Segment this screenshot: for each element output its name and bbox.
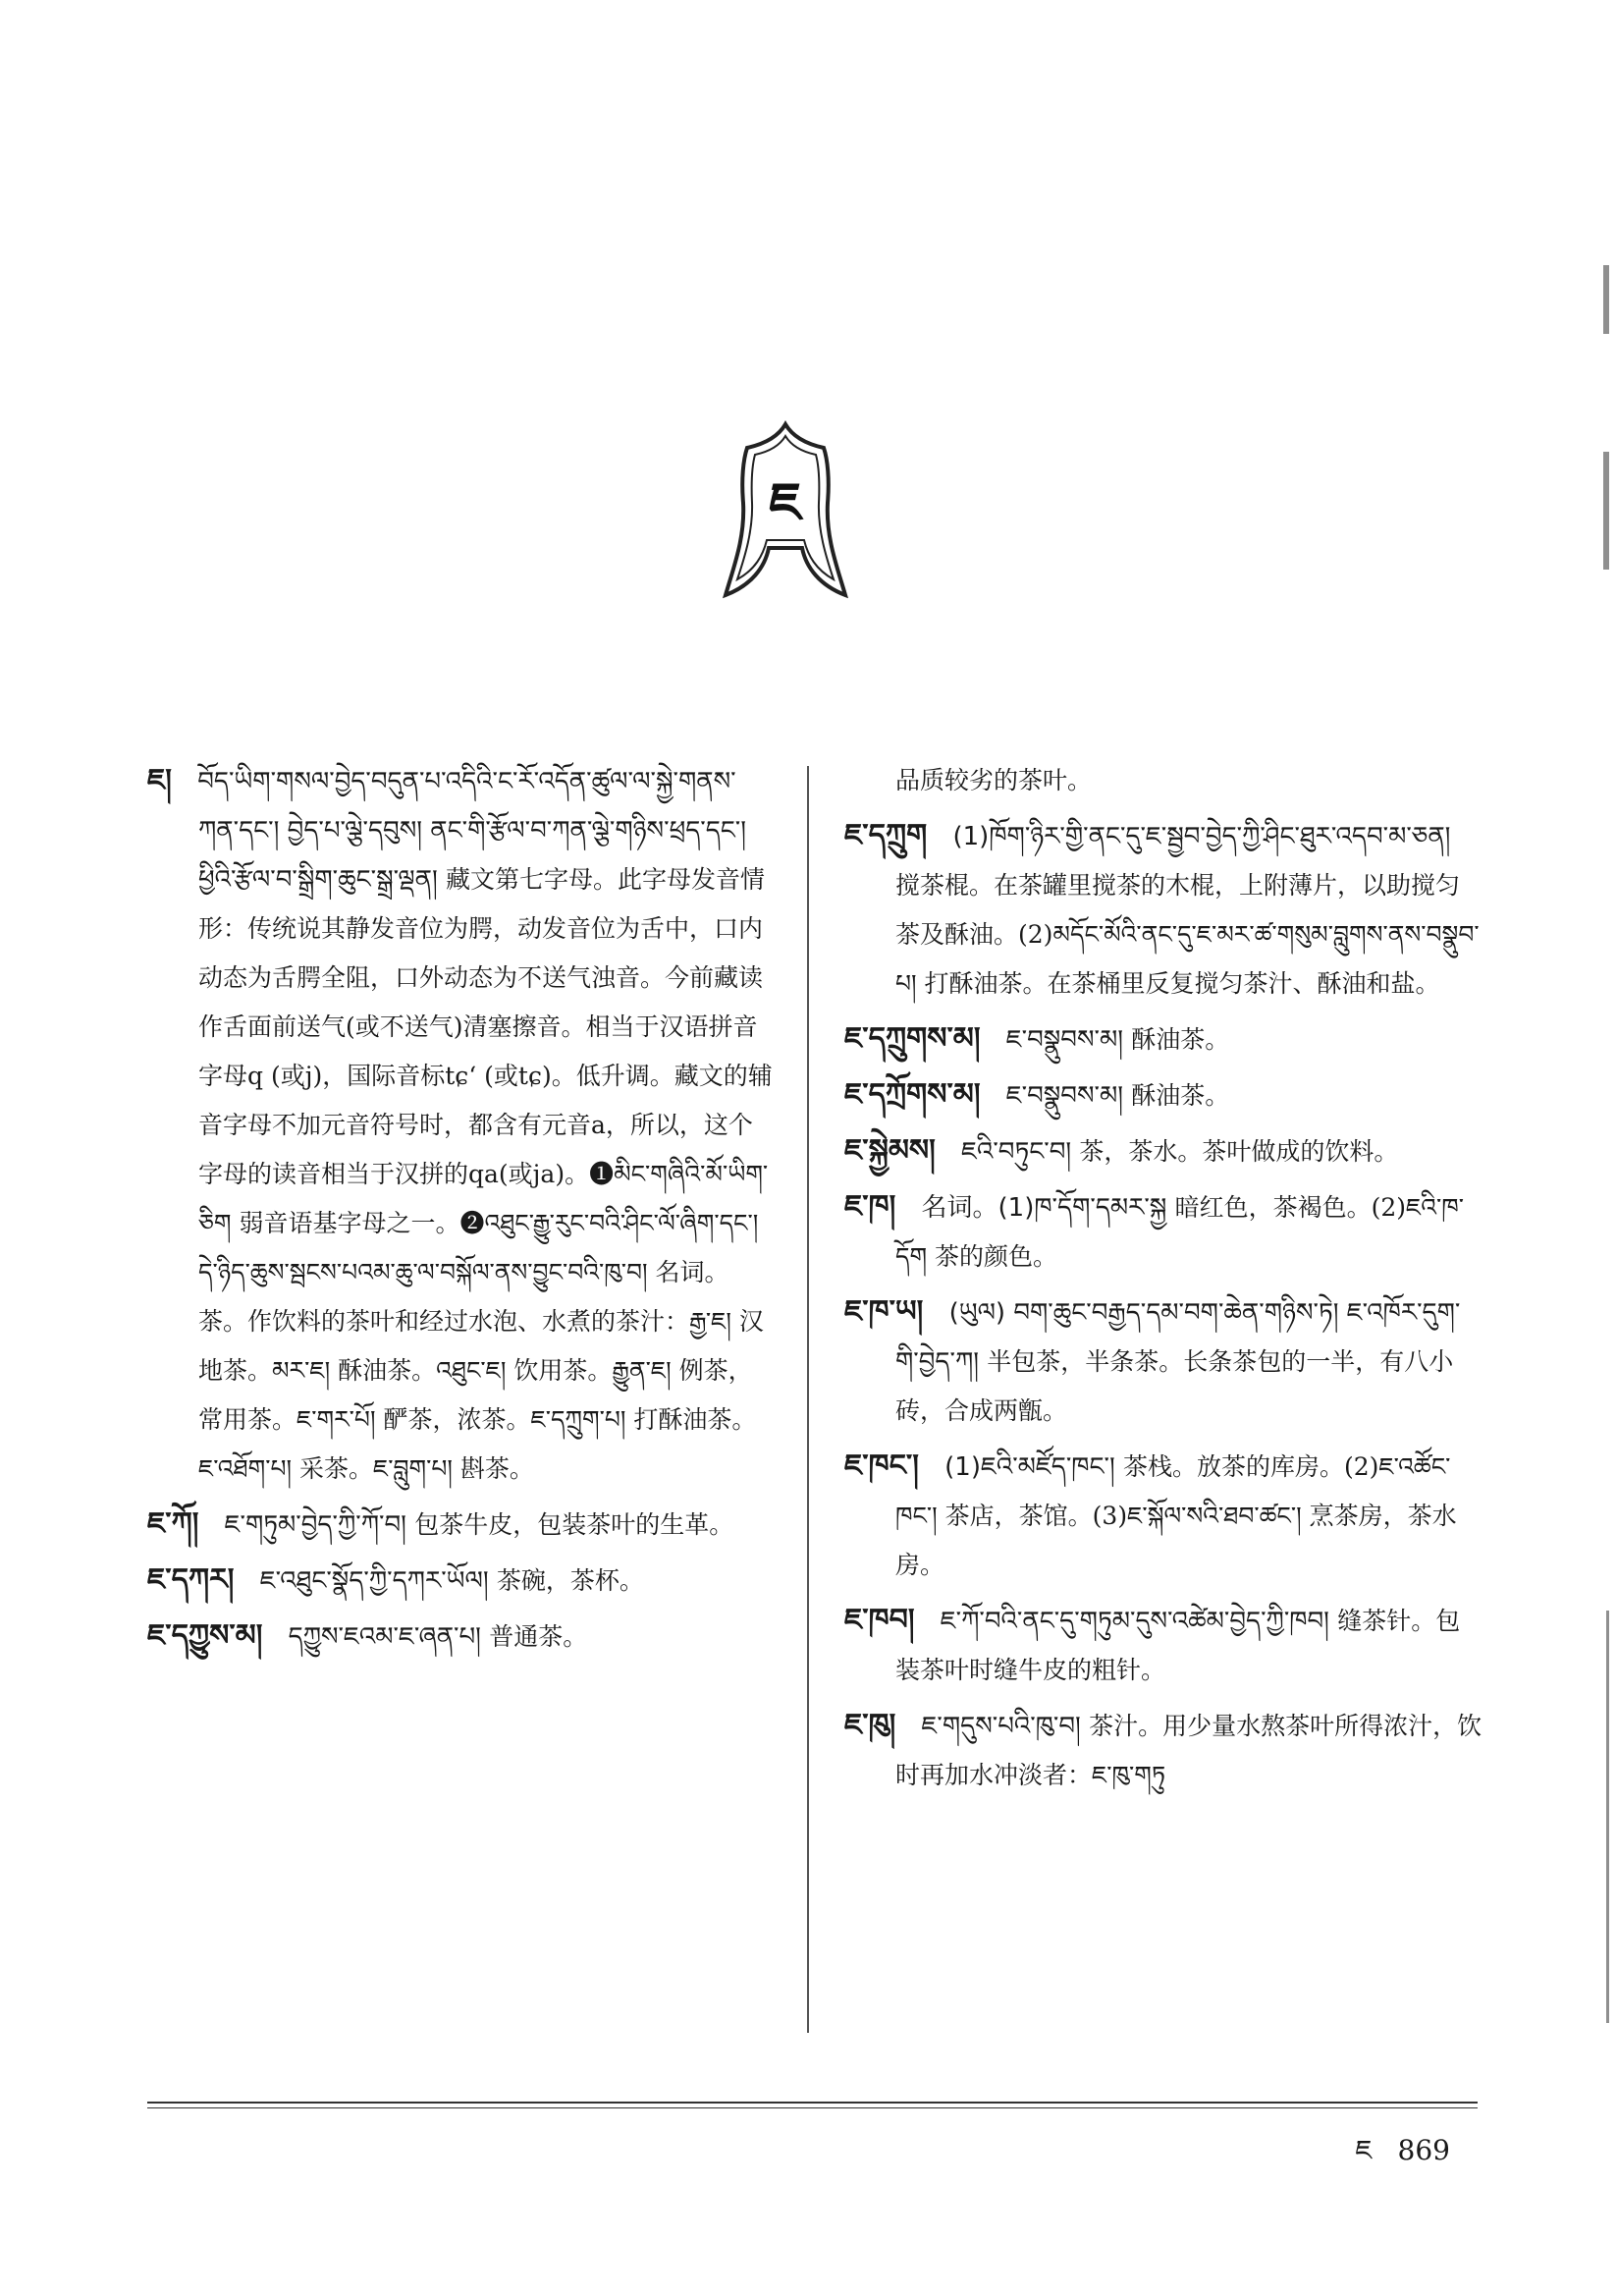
dictionary-entry: [147, 1500, 776, 1550]
dictionary-entry: [844, 1014, 1482, 1065]
dictionary-entry: [147, 1556, 776, 1606]
dictionary-entry: [844, 1182, 1482, 1282]
entry-chinese-definition: 酥油茶。: [1131, 1081, 1230, 1110]
entry-chinese-definition: 包茶牛皮，包装茶叶的生革。: [414, 1510, 734, 1539]
column-divider: [807, 766, 809, 2033]
left-column: [147, 756, 776, 1667]
entry-headword: ཇ་ཁབ།: [844, 1603, 915, 1637]
chapter-letter-emblem: [722, 420, 849, 602]
entry-tibetan-definition: ཇ་ཀོ་བའི་ནང་དུ་གཏུམ་དུས་འཚེམ་བྱེད་ཀྱི་ཁབ།: [940, 1607, 1329, 1636]
entry-continuation: [844, 756, 1482, 805]
dictionary-entry: [147, 756, 776, 1494]
footer-rule: [147, 2107, 1478, 2108]
running-letter: ཇ: [1355, 2134, 1373, 2166]
entry-headword: ཇ་ཁ།: [844, 1189, 896, 1224]
entry-tibetan-definition: (ཡུལ) བག་ཆུང་བརྒྱད་དམ་བག་ཆེན་གཉིས་ཏེ། ཇ་འཁོར་དུག་གི་བྱེད་ཀ།: [895, 1298, 1461, 1377]
entry-chinese-definition: 茶，茶水。茶叶做成的饮料。: [1079, 1137, 1399, 1166]
dictionary-entry: [844, 1596, 1482, 1695]
entry-headword: ཇ་དཀྲོགས་མ།: [844, 1077, 981, 1112]
dictionary-entry: [147, 1612, 776, 1662]
entry-headword: ཇ་ཁང་།: [844, 1449, 919, 1483]
dictionary-entry: [844, 1287, 1482, 1436]
dictionary-entry: [844, 1070, 1482, 1121]
entry-headword: ཇ་ཀོ།: [147, 1506, 199, 1541]
entry-chinese-definition: 缝茶针。包装茶叶时缝牛皮的粗针。: [895, 1607, 1461, 1684]
right-column: [844, 756, 1482, 1806]
footer-rule: [147, 2102, 1478, 2104]
entry-headword: ཇ་ཁུ།: [844, 1708, 896, 1742]
entry-headword: ཇ།: [147, 763, 172, 797]
scan-mark: [1603, 265, 1609, 334]
page-footer: [1329, 2119, 1450, 2197]
entry-chinese-definition: 搅茶棍。在茶罐里搅茶的木棍，上附薄片，以助搅匀茶及酥油。(2)མདོང་མོའི་ནང་དུ་ཇ་མར་ཚ་གསུམ་བླུགས་ནས་བསྣུབ་པ། 打酥油茶。在茶桶里反复搅匀茶汁、酥油和盐。: [895, 871, 1480, 998]
entry-tibetan-definition: ཇའི་བཏུང་བ།: [961, 1137, 1072, 1167]
dictionary-entry: [844, 811, 1482, 1009]
entry-tibetan-definition: ཇ་གཏུམ་བྱེད་ཀྱི་ཀོ་བ།: [224, 1510, 406, 1540]
entry-chinese-definition: 藏文第七字母。此字母发音情形：传统说其静发音位为腭，动发音位为舌中，口内动态为舌腭全阻，口外动态为不送气浊音。今前藏读作舌面前送气(或不送气)清塞擦音。相当于汉语拼音字母q (或j)，国际音标tɕʻ (或tɕ)。低升调。藏文的辅音字母不加元音符号时，都含有元音a，所以，这个字母的读音相当于汉拼的qa(或ja)。❶མིང་གཞིའི་མོ་ཡིག་ཅིག 弱音语基字母之一。❷འཐུང་རྒྱུ་རུང་བའི་ཤིང་ལོ་ཞིག་དང་། དེ་ཉིད་ཆུས་སྦངས་པའམ་ཆུ་ལ་བསྐོལ་ནས་བྱུང་བའི་ཁུ་བ། 名词。茶。作饮料的茶叶和经过水泡、水煮的茶汁：རྒྱ་ཇ། 汉地茶。མར་ཇ། 酥油茶。འཐུང་ཇ། 饮用茶。རྒྱུན་ཇ། 例茶，常用茶。ཇ་གར་པོ། 酽茶，浓茶。ཇ་དཀྲུག་པ། 打酥油茶。ཇ་འཐོག་པ། 采茶。ཇ་བླུག་པ། 斟茶。: [198, 865, 773, 1483]
entry-tibetan-definition: (1)ཇའི་མཛོད་ཁང་།: [944, 1452, 1115, 1482]
scan-mark: [1603, 452, 1609, 570]
dictionary-entry: [844, 1126, 1482, 1176]
entry-tibetan-definition: ཇ་འཐུང་སྣོད་ཀྱི་དཀར་ཡོལ།: [259, 1566, 489, 1596]
entry-headword: ཇ་དཀྱུས་མ།: [147, 1618, 263, 1653]
entry-headword: ཇ་དཀྲུག: [844, 818, 928, 852]
entry-tibetan-definition: (1)ཁོག་ཉིར་གྱི་ནང་དུ་ཇ་སྦྱབ་བྱེད་ཀྱི་ཤིང་ཐུར་འདབ་མ་ཅན།: [952, 822, 1451, 851]
entry-chinese-definition: 茶栈。放茶的库房。(2)ཇ་འཚོང་ཁང་། 茶店，茶馆。(3)ཇ་སྐོལ་སའི་ཐབ་ཚང་། 烹茶房，茶水房。: [895, 1452, 1457, 1579]
entry-tibetan-definition: བོད་ཡིག་གསལ་བྱེད་བདུན་པ་འདིའི་ང་རོ་འདོན་ཚུལ་ལ་སྐྱེ་གནས་ཀན་དང་། བྱེད་པ་ལྕེ་དབུས། ནང་གི་རྩོལ་བ་ཀན་ལྕེ་གཉིས་ཕྲད་དང་། ཕྱིའི་རྩོལ་བ་སྒྲིག་ཆུང་སྒྲ་ལྡན།: [197, 767, 747, 895]
entry-chinese-definition: 茶汁。用少量水熬茶叶所得浓汁，饮时再加水冲淡者：ཇ་ཁུ་གཏུ: [895, 1712, 1482, 1789]
entry-chinese-definition: 半包茶，半条茶。长条茶包的一半，有八小砖，合成两甑。: [895, 1347, 1454, 1425]
entry-tibetan-definition: ཇ་བསྣུབས་མ།: [1005, 1025, 1123, 1055]
entry-headword: ཇ་དཀྲུགས་མ།: [844, 1021, 981, 1056]
page-number: 869: [1397, 2134, 1450, 2166]
emblem-letter: ཇ: [769, 471, 802, 533]
entry-tibetan-definition: 名词。(1)ཁ་དོག་དམར་སྐྱ: [921, 1193, 1167, 1223]
scan-mark: [1606, 1611, 1609, 2023]
entry-chinese-definition: 酥油茶。: [1131, 1025, 1230, 1054]
entry-headword: ཇ་ཁ་ཡ།: [844, 1294, 924, 1329]
entry-headword: ཇ་དཀར།: [147, 1562, 235, 1597]
entry-tibetan-definition: དཀྱུས་ཇའམ་ཇ་ཞན་པ།: [288, 1622, 481, 1652]
entry-tibetan-definition: ཇ་གདུས་པའི་ཁུ་བ།: [921, 1712, 1081, 1741]
dictionary-entry: [844, 1442, 1482, 1590]
entry-headword: ཇ་སྐྱེམས།: [844, 1133, 936, 1168]
entry-chinese-definition: 茶碗，茶杯。: [496, 1566, 644, 1595]
entry-tibetan-definition: ཇ་བསྣུབས་མ།: [1005, 1081, 1123, 1111]
dictionary-entry: [844, 1701, 1482, 1800]
entry-chinese-definition: 普通茶。: [489, 1622, 588, 1651]
entry-chinese-definition: 暗红色，茶褐色。(2)ཇའི་ཁ་དོག 茶的颜色。: [895, 1193, 1465, 1271]
entry-chinese-definition: 品质较劣的茶叶。: [895, 766, 1093, 794]
